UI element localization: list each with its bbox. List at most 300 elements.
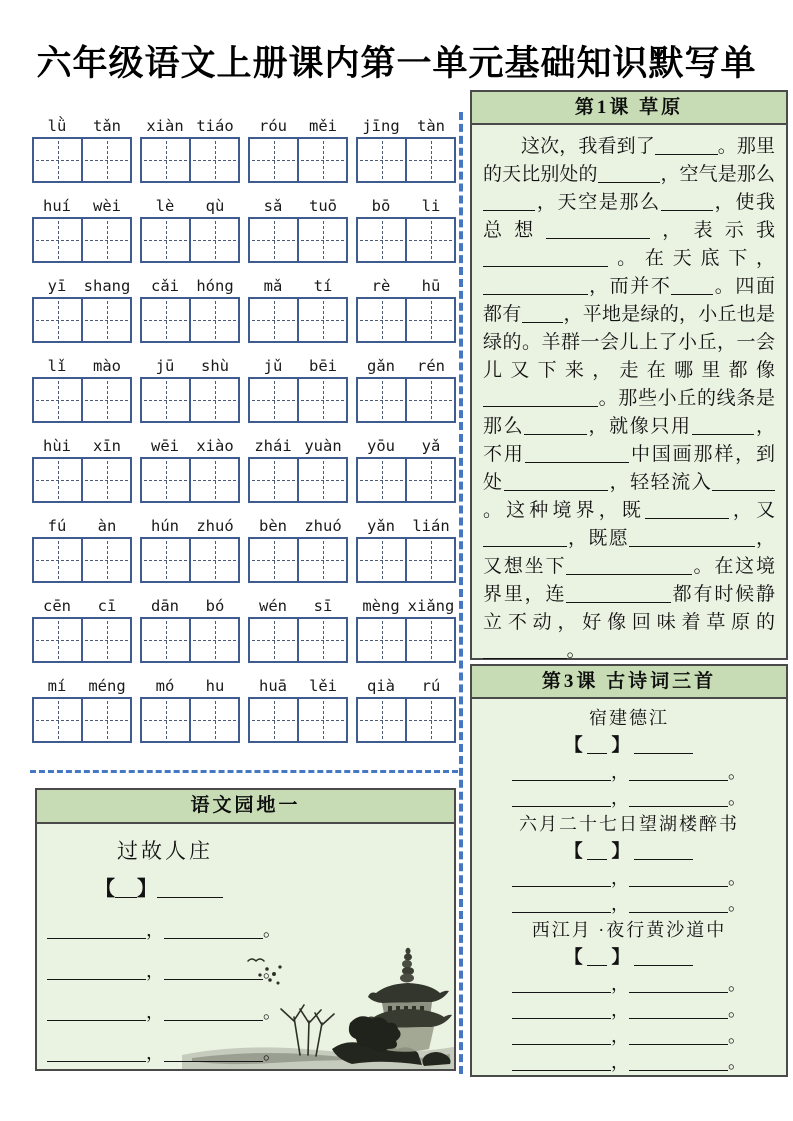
pinyin-syllable: lǐ xyxy=(47,357,67,375)
pinyin-row xyxy=(32,592,456,663)
pinyin-group xyxy=(32,272,132,343)
pinyin-group xyxy=(32,192,132,263)
fill-blank xyxy=(587,752,607,754)
pinyin-syllable: yōu xyxy=(367,437,395,455)
writing-grid xyxy=(32,617,132,663)
pinyin-syllable: rè xyxy=(371,277,391,295)
pinyin-syllable: xiǎng xyxy=(407,597,455,615)
fill-blank xyxy=(671,293,713,295)
fill-blank xyxy=(512,1017,611,1019)
grid-cell xyxy=(358,139,405,181)
grid-cell xyxy=(250,459,297,501)
pinyin-group xyxy=(248,672,348,743)
pinyin-group xyxy=(248,192,348,263)
grid-cell xyxy=(34,219,81,261)
fill-blank xyxy=(524,433,587,435)
lesson3-header: 第3课 古诗词三首 xyxy=(472,666,786,699)
garden-poem-title: 过故人庄 xyxy=(117,839,213,863)
writing-grid xyxy=(248,217,348,263)
grid-cell xyxy=(250,219,297,261)
fill-blank xyxy=(629,991,728,993)
grid-cell xyxy=(250,379,297,421)
pinyin-group xyxy=(140,512,240,583)
pinyin-label xyxy=(356,592,456,615)
grid-cell xyxy=(405,379,454,421)
grid-cell xyxy=(405,139,454,181)
pinyin-syllable: yǎn xyxy=(367,517,395,535)
grid-cell xyxy=(34,459,81,501)
garden-blank-line: ， 。 xyxy=(47,916,454,942)
fill-blank xyxy=(164,1060,263,1062)
writing-grid xyxy=(32,377,132,423)
fill-blank xyxy=(47,1060,146,1062)
fill-blank xyxy=(47,1019,146,1021)
writing-grid xyxy=(140,697,240,743)
garden-blank-line: ， 。 xyxy=(47,1039,454,1065)
fill-blank xyxy=(629,911,728,913)
pinyin-group xyxy=(248,432,348,503)
pinyin-row xyxy=(32,352,456,423)
grid-cell xyxy=(358,699,405,741)
writing-grid xyxy=(32,457,132,503)
lesson3-panel xyxy=(470,664,788,1077)
writing-grid xyxy=(248,457,348,503)
pinyin-syllable: cēn xyxy=(43,597,71,615)
grid-cell xyxy=(142,539,189,581)
pinyin-group xyxy=(248,352,348,423)
pinyin-syllable: li xyxy=(421,197,441,215)
pinyin-syllable: rú xyxy=(421,677,441,695)
writing-grid xyxy=(356,537,456,583)
pinyin-syllable: huí xyxy=(43,197,71,215)
pinyin-label xyxy=(32,432,132,455)
writing-grid xyxy=(32,217,132,263)
poem-title: 西江月 ·夜行黄沙道中 xyxy=(531,920,727,940)
grid-cell xyxy=(405,459,454,501)
fill-blank xyxy=(598,181,661,183)
pinyin-group xyxy=(32,512,132,583)
grid-cell xyxy=(81,539,130,581)
writing-grid xyxy=(32,697,132,743)
grid-cell xyxy=(405,299,454,341)
pinyin-syllable: wēi xyxy=(151,437,179,455)
pinyin-syllable: jū xyxy=(155,357,175,375)
fill-blank xyxy=(692,433,755,435)
pinyin-label xyxy=(356,112,456,135)
grid-cell xyxy=(142,139,189,181)
fill-blank xyxy=(164,1019,263,1021)
poem-blank-line: ， 。 xyxy=(480,891,778,917)
grid-cell xyxy=(297,539,346,581)
grid-cell xyxy=(81,219,130,261)
writing-grid xyxy=(248,297,348,343)
pinyin-syllable: hu xyxy=(205,677,225,695)
grid-cell xyxy=(297,299,346,341)
pinyin-syllable: rén xyxy=(417,357,445,375)
pinyin-syllable: lè xyxy=(155,197,175,215)
grid-cell xyxy=(34,619,81,661)
pinyin-syllable: hún xyxy=(151,517,179,535)
fill-blank xyxy=(661,209,713,211)
grid-cell xyxy=(81,459,130,501)
grid-cell xyxy=(189,219,238,261)
pinyin-syllable: wèi xyxy=(93,197,121,215)
grid-cell xyxy=(358,379,405,421)
grid-cell xyxy=(189,699,238,741)
writing-grid xyxy=(356,137,456,183)
fill-blank xyxy=(512,911,611,913)
pinyin-group xyxy=(32,112,132,183)
grid-cell xyxy=(189,459,238,501)
pinyin-row xyxy=(32,672,456,743)
writing-grid xyxy=(140,137,240,183)
garden-poem-author-line: 【 】 xyxy=(95,872,454,901)
fill-blank xyxy=(512,805,611,807)
pinyin-syllable: lěi xyxy=(309,677,337,695)
grid-cell xyxy=(81,699,130,741)
writing-grid xyxy=(140,537,240,583)
fill-blank xyxy=(483,405,598,407)
pinyin-group xyxy=(248,592,348,663)
pinyin-syllable: tiáo xyxy=(196,117,234,135)
pinyin-group xyxy=(356,432,456,503)
pinyin-label xyxy=(356,192,456,215)
pinyin-group xyxy=(140,672,240,743)
fill-blank xyxy=(629,1043,728,1045)
lesson1-panel xyxy=(470,90,788,660)
grid-cell xyxy=(250,699,297,741)
pinyin-syllable: wén xyxy=(259,597,287,615)
fill-blank xyxy=(629,545,754,547)
pinyin-label xyxy=(248,672,348,695)
pinyin-label xyxy=(356,352,456,375)
pinyin-group xyxy=(140,272,240,343)
pinyin-bottom-divider xyxy=(30,770,458,773)
pinyin-label xyxy=(140,192,240,215)
poem-title: 六月二十七日望湖楼醉书 xyxy=(519,814,739,834)
pinyin-syllable: hóng xyxy=(196,277,234,295)
pinyin-group xyxy=(356,112,456,183)
grid-cell xyxy=(297,619,346,661)
pinyin-label xyxy=(140,112,240,135)
pinyin-group xyxy=(32,672,132,743)
garden-body xyxy=(37,824,454,1069)
pinyin-label xyxy=(32,112,132,135)
pinyin-syllable: yǎ xyxy=(421,437,441,455)
pinyin-label xyxy=(356,512,456,535)
grid-cell xyxy=(189,379,238,421)
poem-author-line: 【 】 xyxy=(480,838,778,865)
writing-grid xyxy=(140,617,240,663)
grid-cell xyxy=(142,219,189,261)
pinyin-label xyxy=(248,352,348,375)
pinyin-row xyxy=(32,512,456,583)
writing-grid xyxy=(356,217,456,263)
fill-blank xyxy=(525,461,630,463)
pinyin-group xyxy=(140,192,240,263)
fill-blank xyxy=(645,517,729,519)
pinyin-syllable: tí xyxy=(313,277,333,295)
grid-cell xyxy=(405,699,454,741)
pinyin-label xyxy=(140,352,240,375)
pinyin-syllable: lǜ xyxy=(47,117,67,135)
grid-cell xyxy=(358,219,405,261)
pinyin-syllable: bó xyxy=(205,597,225,615)
column-divider xyxy=(459,112,463,1074)
pinyin-syllable: hùi xyxy=(43,437,71,455)
poem-blank-line: ， 。 xyxy=(480,1049,778,1075)
writing-grid xyxy=(32,537,132,583)
pinyin-syllable: tàn xyxy=(417,117,445,135)
poem-blank-line: ， 。 xyxy=(480,759,778,785)
garden-header: 语文园地一 xyxy=(37,790,454,824)
poem-blank-line: ， 。 xyxy=(480,997,778,1023)
grid-cell xyxy=(297,699,346,741)
pinyin-label xyxy=(248,112,348,135)
pinyin-label xyxy=(32,592,132,615)
pinyin-label xyxy=(32,272,132,295)
pinyin-syllable: cī xyxy=(97,597,117,615)
pinyin-syllable: mào xyxy=(93,357,121,375)
pinyin-syllable: lián xyxy=(412,517,450,535)
pinyin-syllable: gǎn xyxy=(367,357,395,375)
grid-cell xyxy=(81,139,130,181)
fill-blank xyxy=(483,657,567,659)
pinyin-group xyxy=(356,272,456,343)
writing-grid xyxy=(248,137,348,183)
lesson1-header: 第1课 草原 xyxy=(472,92,786,125)
writing-grid xyxy=(248,537,348,583)
grid-cell xyxy=(34,139,81,181)
pinyin-group xyxy=(356,192,456,263)
garden-panel xyxy=(35,788,456,1071)
fill-blank xyxy=(655,153,718,155)
grid-cell xyxy=(142,699,189,741)
pinyin-syllable: mèng xyxy=(362,597,400,615)
fill-blank xyxy=(512,991,611,993)
grid-cell xyxy=(81,619,130,661)
writing-grid xyxy=(248,617,348,663)
pinyin-syllable: róu xyxy=(259,117,287,135)
pinyin-label xyxy=(248,592,348,615)
grid-cell xyxy=(34,539,81,581)
writing-grid xyxy=(248,377,348,423)
pinyin-syllable: zhái xyxy=(254,437,292,455)
pinyin-syllable: shang xyxy=(83,277,131,295)
poem-blank-line: ， 。 xyxy=(480,971,778,997)
pinyin-label xyxy=(248,432,348,455)
grid-cell xyxy=(189,299,238,341)
writing-grid xyxy=(356,457,456,503)
pinyin-group xyxy=(248,512,348,583)
pinyin-syllable: mí xyxy=(47,677,67,695)
fill-blank xyxy=(483,265,608,267)
pinyin-syllable: zhuó xyxy=(196,517,234,535)
fill-blank xyxy=(47,937,146,939)
writing-grid xyxy=(32,137,132,183)
pinyin-row xyxy=(32,272,456,343)
fill-blank xyxy=(512,779,611,781)
grid-cell xyxy=(358,539,405,581)
grid-cell xyxy=(142,619,189,661)
fill-blank xyxy=(587,964,607,966)
pinyin-label xyxy=(140,592,240,615)
fill-blank xyxy=(483,545,567,547)
grid-cell xyxy=(81,379,130,421)
pinyin-syllable: méng xyxy=(88,677,126,695)
writing-grid xyxy=(140,377,240,423)
pinyin-group xyxy=(140,592,240,663)
grid-cell xyxy=(81,299,130,341)
grid-cell xyxy=(142,299,189,341)
writing-grid xyxy=(356,697,456,743)
pinyin-row xyxy=(32,432,456,503)
fill-blank xyxy=(522,321,564,323)
fill-blank xyxy=(546,237,651,239)
fill-blank xyxy=(483,209,535,211)
fill-blank xyxy=(115,896,137,898)
pinyin-syllable: qù xyxy=(205,197,225,215)
pinyin-syllable: mǎ xyxy=(263,277,283,295)
fill-blank xyxy=(629,805,728,807)
pinyin-syllable: sǎ xyxy=(263,197,283,215)
grid-cell xyxy=(297,219,346,261)
grid-cell xyxy=(405,619,454,661)
pinyin-syllable: dān xyxy=(151,597,179,615)
pinyin-syllable: yuàn xyxy=(304,437,342,455)
pinyin-group xyxy=(356,512,456,583)
fill-blank xyxy=(634,964,693,966)
fill-blank xyxy=(512,1069,611,1071)
fill-blank xyxy=(47,978,146,980)
fill-blank xyxy=(483,293,588,295)
grid-cell xyxy=(34,299,81,341)
pinyin-label xyxy=(140,672,240,695)
pinyin-label xyxy=(356,432,456,455)
pinyin-row xyxy=(32,192,456,263)
pinyin-row xyxy=(32,112,456,183)
fill-blank xyxy=(629,1017,728,1019)
fill-blank xyxy=(504,489,609,491)
pinyin-syllable: qià xyxy=(367,677,395,695)
pinyin-syllable: tǎn xyxy=(93,117,121,135)
writing-grid xyxy=(356,617,456,663)
poem-blank-line: ， 。 xyxy=(480,865,778,891)
pinyin-label xyxy=(356,272,456,295)
lesson3-poems xyxy=(472,699,786,1075)
writing-grid xyxy=(356,297,456,343)
writing-grid xyxy=(248,697,348,743)
grid-cell xyxy=(142,459,189,501)
pinyin-syllable: jǔ xyxy=(263,357,283,375)
grid-cell xyxy=(34,379,81,421)
fill-blank xyxy=(164,978,263,980)
pinyin-group xyxy=(140,112,240,183)
lesson1-passage: 这次，我看到了 。那里的天比别处的 ，空气是那么，天空是那么 ，使我总想 ，表示我。在天底下，，而并不 。四面都有 ，平地是绿的，小丘也是绿的。羊群一会儿上了小丘，一会儿又下来，走在哪里都像。那些小丘的线条是那么 ，就像只用 ，不用 中国画那样，到处 ，轻轻流入。这种境界，既 ，又，既愿 ，又想坐下 。在这境界里，连 都有时候静立不动，好像回味着草原的。 xyxy=(483,136,775,661)
page-title: 六年级语文上册课内第一单元基础知识默写单 xyxy=(36,44,757,83)
pinyin-label xyxy=(356,672,456,695)
grid-cell xyxy=(297,459,346,501)
grid-cell xyxy=(250,139,297,181)
fill-blank xyxy=(512,885,611,887)
pinyin-syllable: cǎi xyxy=(151,277,179,295)
pinyin-label xyxy=(140,432,240,455)
pinyin-syllable: jīng xyxy=(362,117,400,135)
pinyin-syllable: měi xyxy=(309,117,337,135)
poem-blank-line: ， 。 xyxy=(480,1023,778,1049)
pinyin-syllable: àn xyxy=(97,517,117,535)
pinyin-syllable: mó xyxy=(155,677,175,695)
grid-cell xyxy=(142,379,189,421)
grid-cell xyxy=(358,459,405,501)
pinyin-label xyxy=(140,272,240,295)
fill-blank xyxy=(712,489,775,491)
fill-blank xyxy=(587,858,607,860)
pinyin-syllable: xīn xyxy=(93,437,121,455)
pinyin-group xyxy=(248,112,348,183)
pinyin-label xyxy=(32,512,132,535)
grid-cell xyxy=(358,299,405,341)
grid-cell xyxy=(250,539,297,581)
grid-cell xyxy=(297,379,346,421)
pinyin-syllable: sī xyxy=(313,597,333,615)
pinyin-syllable: hū xyxy=(421,277,441,295)
pinyin-syllable: yī xyxy=(47,277,67,295)
pinyin-syllable: fú xyxy=(47,517,67,535)
grid-cell xyxy=(405,219,454,261)
pinyin-group xyxy=(140,352,240,423)
pinyin-group xyxy=(32,432,132,503)
writing-grid xyxy=(140,297,240,343)
fill-blank xyxy=(634,858,693,860)
grid-cell xyxy=(189,619,238,661)
fill-blank xyxy=(164,937,263,939)
grid-cell xyxy=(34,699,81,741)
pinyin-syllable: xiàn xyxy=(146,117,184,135)
pinyin-syllable: bō xyxy=(371,197,391,215)
pinyin-group xyxy=(32,352,132,423)
pinyin-group xyxy=(32,592,132,663)
pinyin-syllable: zhuó xyxy=(304,517,342,535)
pinyin-syllable: shù xyxy=(201,357,229,375)
pinyin-group xyxy=(356,352,456,423)
pinyin-label xyxy=(248,512,348,535)
pinyin-group xyxy=(356,672,456,743)
fill-blank xyxy=(629,885,728,887)
pinyin-label xyxy=(32,192,132,215)
pinyin-syllable: huā xyxy=(259,677,287,695)
grid-cell xyxy=(358,619,405,661)
fill-blank xyxy=(634,752,693,754)
poem-title: 宿建德江 xyxy=(589,708,669,728)
grid-cell xyxy=(189,139,238,181)
grid-cell xyxy=(405,539,454,581)
grid-cell xyxy=(250,619,297,661)
pinyin-syllable: bèn xyxy=(259,517,287,535)
fill-blank xyxy=(629,1069,728,1071)
poem-author-line: 【 】 xyxy=(480,732,778,759)
pinyin-label xyxy=(248,272,348,295)
poem-author-line: 【 】 xyxy=(480,944,778,971)
pinyin-label xyxy=(32,672,132,695)
fill-blank xyxy=(629,779,728,781)
pinyin-group xyxy=(356,592,456,663)
pinyin-label xyxy=(140,512,240,535)
writing-grid xyxy=(140,457,240,503)
fill-blank xyxy=(566,573,691,575)
pinyin-section xyxy=(32,112,456,752)
pinyin-syllable: bēi xyxy=(309,357,337,375)
